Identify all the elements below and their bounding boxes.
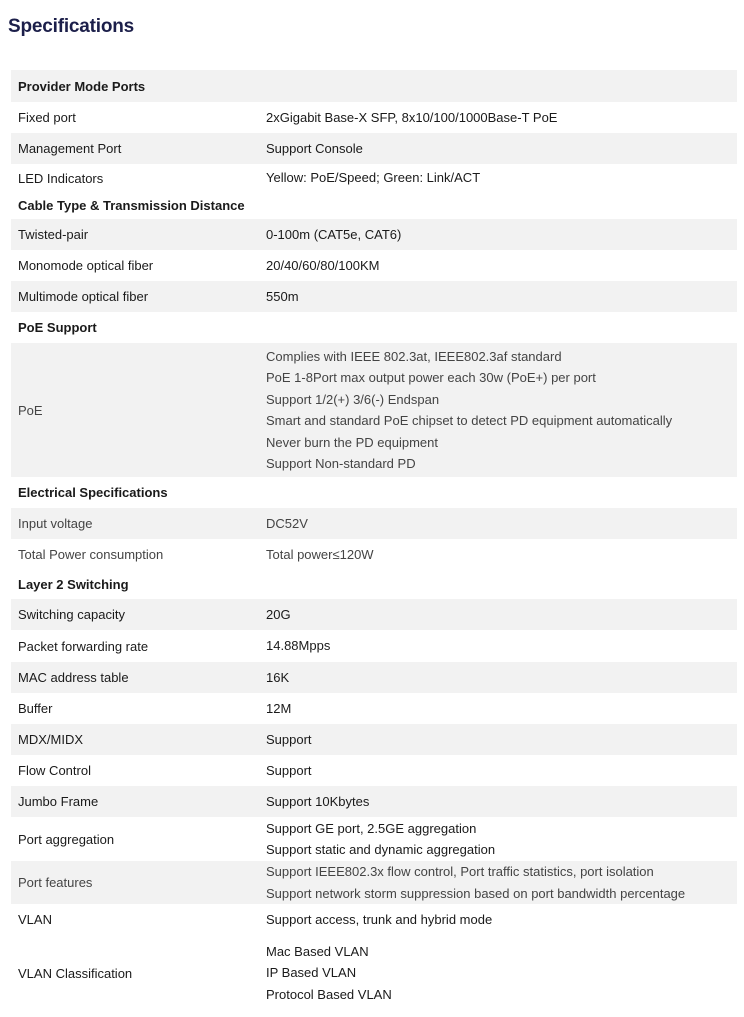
- spec-row: [11, 630, 737, 662]
- spec-label: VLAN Classification: [18, 965, 133, 981]
- spec-label: Monomode optical fiber: [18, 258, 154, 273]
- spec-label: Fixed port: [18, 110, 76, 125]
- spec-value: [266, 909, 737, 931]
- spec-value-line: 16K: [266, 669, 290, 685]
- spec-label: MDX/MIDX: [18, 732, 83, 747]
- spec-value-line: Support Non-standard PD: [266, 456, 416, 471]
- spec-value-line: Support IEEE802.3x flow control, Port traffic statistics, port isolation: [266, 864, 654, 879]
- spec-value-line: Total power≤120W: [266, 546, 374, 562]
- spec-row: [11, 164, 737, 192]
- page-title: Specifications: [8, 16, 135, 37]
- spec-value-line: Never burn the PD equipment: [266, 434, 438, 450]
- spec-label: Jumbo Frame: [18, 794, 99, 809]
- spec-value-line: Protocol Based VLAN: [266, 986, 392, 1002]
- spec-value-line: 20G: [266, 606, 291, 622]
- spec-label: PoE: [18, 402, 43, 418]
- spec-row: [11, 755, 737, 786]
- spec-value: [266, 138, 737, 160]
- spec-row: [11, 219, 737, 250]
- spec-value: [266, 513, 737, 535]
- spec-label: VLAN: [18, 912, 52, 927]
- spec-value-line: Smart and standard PoE chipset to detect PD equipment automatically: [266, 413, 673, 428]
- section-title: Cable Type & Transmission Distance: [18, 198, 245, 213]
- spec-value: [266, 635, 737, 657]
- section-title: PoE Support: [18, 320, 97, 335]
- spec-label: Port features: [18, 875, 93, 890]
- spec-value-line: Support: [266, 731, 312, 747]
- spec-value-line: Complies with IEEE 802.3at, IEEE802.3af standard: [266, 348, 562, 364]
- spec-value-line: IP Based VLAN: [266, 965, 357, 981]
- section-title: Layer 2 Switching: [18, 577, 129, 592]
- section-title: Electrical Specifications: [18, 485, 168, 500]
- spec-value: [266, 107, 737, 129]
- spec-row: [11, 133, 737, 164]
- spec-row: [11, 724, 737, 755]
- spec-value-line: 0-100m (CAT5e, CAT6): [266, 226, 402, 242]
- spec-row: [11, 817, 737, 861]
- spec-label: Packet forwarding rate: [18, 638, 149, 654]
- section-header-row: [11, 192, 737, 219]
- spec-row: [11, 281, 737, 312]
- spec-label: Multimode optical fiber: [18, 289, 149, 304]
- spec-value: [266, 167, 737, 189]
- spec-label: Management Port: [18, 141, 122, 156]
- spec-value: [266, 729, 737, 751]
- spec-label: Buffer: [18, 701, 53, 716]
- spec-value: [266, 224, 737, 246]
- spec-value-line: 550m: [266, 288, 299, 304]
- spec-label: Port aggregation: [18, 831, 115, 847]
- specifications-table: [11, 70, 737, 1011]
- spec-value: [266, 346, 737, 475]
- spec-value: [266, 818, 737, 861]
- spec-label: LED Indicators: [18, 170, 104, 186]
- spec-value-line: Support static and dynamic aggregation: [266, 842, 496, 857]
- spec-value: [266, 941, 737, 1006]
- spec-row: [11, 599, 737, 630]
- spec-label: Twisted-pair: [18, 227, 89, 242]
- spec-label: Total Power consumption: [18, 547, 164, 562]
- spec-value-line: Support network storm suppression based on port bandwidth percentage: [266, 885, 686, 901]
- spec-row: [11, 343, 737, 477]
- spec-value-line: Support: [266, 762, 312, 778]
- spec-value: [266, 791, 737, 813]
- spec-row: [11, 102, 737, 133]
- spec-value: [266, 604, 737, 626]
- spec-label: Flow Control: [18, 763, 91, 778]
- spec-value-line: DC52V: [266, 515, 308, 531]
- spec-row: [11, 508, 737, 539]
- section-title: Provider Mode Ports: [18, 78, 146, 94]
- spec-value-line: Support Console: [266, 140, 363, 156]
- spec-value-line: Support GE port, 2.5GE aggregation: [266, 820, 477, 836]
- spec-row: [11, 786, 737, 817]
- spec-value-line: Yellow: PoE/Speed; Green: Link/ACT: [266, 170, 481, 186]
- spec-value: [266, 544, 737, 566]
- spec-label: Input voltage: [18, 516, 93, 531]
- spec-row: [11, 250, 737, 281]
- spec-row: [11, 662, 737, 693]
- section-header-row: [11, 477, 737, 508]
- section-header-row: [11, 312, 737, 343]
- spec-value-line: 20/40/60/80/100KM: [266, 257, 380, 273]
- spec-row: [11, 935, 737, 1011]
- spec-value-line: PoE 1-8Port max output power each 30w (PoE+) per port: [266, 370, 596, 385]
- spec-value-line: 14.88Mpps: [266, 638, 331, 654]
- spec-value-line: Support 1/2(+) 3/6(-) Endspan: [266, 391, 440, 407]
- spec-row: [11, 693, 737, 724]
- spec-value-line: Support access, trunk and hybrid mode: [266, 911, 493, 927]
- spec-value: [266, 698, 737, 720]
- spec-row: [11, 904, 737, 935]
- spec-value: [266, 286, 737, 308]
- spec-value: [266, 861, 737, 904]
- spec-value: [266, 667, 737, 689]
- spec-label: Switching capacity: [18, 607, 125, 622]
- spec-value: [266, 255, 737, 277]
- spec-value-line: 12M: [266, 700, 292, 716]
- spec-label: MAC address table: [18, 670, 129, 685]
- section-header-row: [11, 70, 737, 102]
- spec-value-line: Mac Based VLAN: [266, 943, 369, 959]
- spec-row: [11, 861, 737, 904]
- spec-row: [11, 539, 737, 570]
- spec-value-line: 2xGigabit Base-X SFP, 8x10/100/1000Base-T PoE: [266, 109, 558, 125]
- spec-value: [266, 760, 737, 782]
- spec-value-line: Support 10Kbytes: [266, 793, 370, 809]
- section-header-row: [11, 570, 737, 599]
